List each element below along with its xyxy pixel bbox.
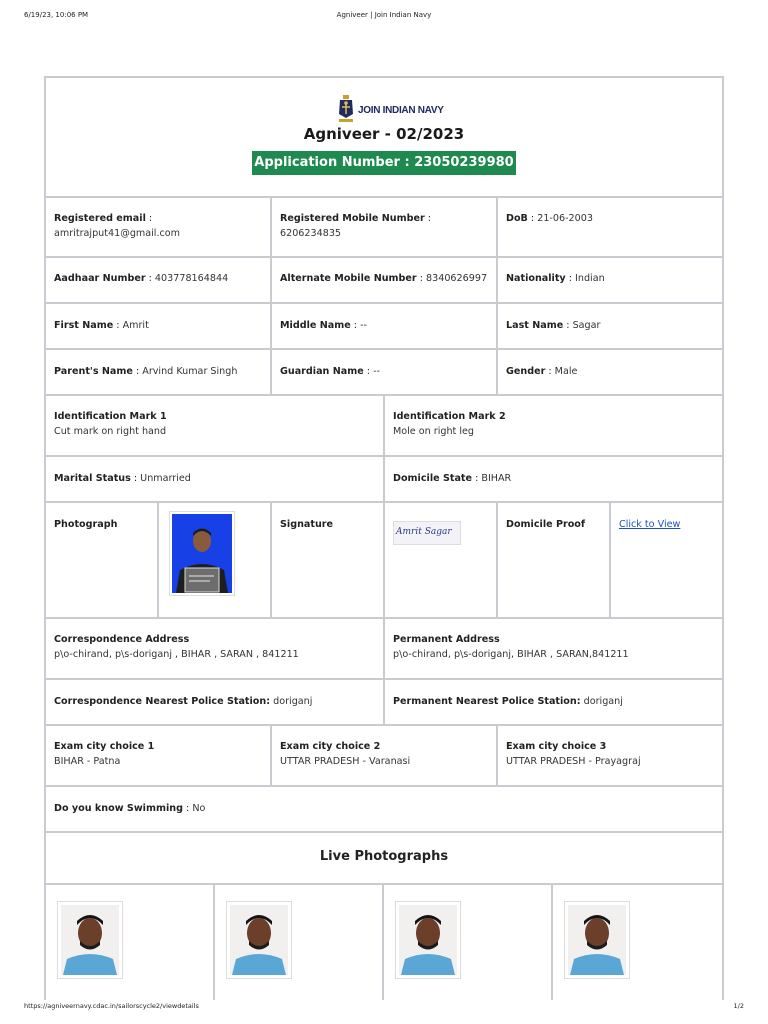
parent-name-cell: Parent's Name : Arvind Kumar Singh xyxy=(46,350,272,394)
id-mark-2-cell xyxy=(385,396,722,455)
police-station-row xyxy=(46,680,722,726)
swimming-label: Do you know Swimming xyxy=(54,803,183,814)
alt-mobile-value: 8340626997 xyxy=(426,273,488,284)
domicile-state-label: Domicile State xyxy=(393,473,473,484)
perm-police-cell xyxy=(385,680,722,724)
perm-police-label: Permanent Nearest Police Station: xyxy=(393,696,581,707)
print-page-number: 1/2 xyxy=(733,1002,744,1010)
dob-label: DoB xyxy=(506,213,528,224)
corr-police-cell xyxy=(46,680,385,724)
application-number-badge xyxy=(252,151,516,175)
details-row xyxy=(46,198,722,258)
live-photographs-heading-row xyxy=(46,833,722,885)
live-photo-cell xyxy=(384,885,553,1000)
mobile-label: Registered Mobile Number xyxy=(280,213,425,224)
application-header xyxy=(46,78,722,198)
live-photographs-heading: Live Photographs xyxy=(319,849,449,864)
perm-address-cell xyxy=(385,619,722,678)
exam-city-3-cell xyxy=(498,726,722,785)
live-photo-3 xyxy=(395,901,461,979)
first-name-label: First Name xyxy=(54,320,114,331)
details-row xyxy=(46,396,722,457)
navy-emblem-icon xyxy=(336,94,356,124)
exam-city-1-value: BIHAR - Patna xyxy=(54,756,121,767)
application-number-value: 23050239980 xyxy=(414,155,514,170)
middle-name-label: Middle Name xyxy=(280,320,351,331)
exam-city-row xyxy=(46,726,722,787)
id-mark-2-value: Mole on right leg xyxy=(393,426,475,437)
perm-address-value: p\o-chirand, p\s-doriganj, BIHAR , SARAN,841211 xyxy=(393,649,629,660)
details-row xyxy=(46,350,722,396)
marital-status-label: Marital Status xyxy=(54,473,131,484)
join-indian-navy-logo xyxy=(336,94,444,126)
live-photo-cell xyxy=(553,885,721,1000)
signature-value: Amrit Sagar xyxy=(396,527,452,537)
exam-city-2-value: UTTAR PRADESH - Varanasi xyxy=(280,756,411,767)
print-page-title: Agniveer | Join Indian Navy xyxy=(336,11,432,19)
print-timestamp: 6/19/23, 10:06 PM xyxy=(24,11,89,19)
swimming-value: No xyxy=(192,803,206,814)
exam-city-2-cell xyxy=(272,726,498,785)
live-portrait-icon xyxy=(230,905,288,975)
marital-status-value: Unmarried xyxy=(140,473,191,484)
print-footer xyxy=(0,1002,768,1014)
photograph-cell xyxy=(159,503,272,617)
email-value: amritrajput41@gmail.com xyxy=(54,228,181,239)
id-mark-1-cell xyxy=(46,396,385,455)
live-photo-2 xyxy=(226,901,292,979)
dob-cell: DoB : 21-06-2003 xyxy=(506,213,593,224)
signature-label: Signature xyxy=(280,519,334,530)
documents-row xyxy=(46,503,722,619)
signature-label-cell xyxy=(272,503,385,617)
guardian-name-cell: Guardian Name : -- xyxy=(272,350,498,394)
dob-value: 21-06-2003 xyxy=(537,213,593,224)
first-name-cell: First Name : Amrit xyxy=(46,304,272,348)
signature-cell xyxy=(385,503,498,617)
last-name-value: Sagar xyxy=(572,320,601,331)
live-photo-1 xyxy=(57,901,123,979)
exam-city-3-value: UTTAR PRADESH - Prayagraj xyxy=(506,756,641,767)
id-mark-1-value: Cut mark on right hand xyxy=(54,426,167,437)
corr-police-label: Correspondence Nearest Police Station: xyxy=(54,696,271,707)
candidate-photograph xyxy=(169,511,235,596)
live-portrait-icon xyxy=(61,905,119,975)
live-portrait-icon xyxy=(568,905,626,975)
domicile-state-value: BIHAR xyxy=(481,473,512,484)
application-sheet xyxy=(44,76,724,1000)
id-mark-1-label: Identification Mark 1 xyxy=(54,411,167,422)
candidate-portrait-icon xyxy=(172,514,232,593)
photograph-label-cell xyxy=(46,503,159,617)
email-label: Registered email xyxy=(54,213,146,224)
mobile-value: 6206234835 xyxy=(280,228,342,239)
alt-mobile-cell: Alternate Mobile Number : 8340626997 xyxy=(272,258,498,302)
parent-name-value: Arvind Kumar Singh xyxy=(142,366,238,377)
parent-name-label: Parent's Name xyxy=(54,366,133,377)
guardian-name-label: Guardian Name xyxy=(280,366,364,377)
nationality-value: Indian xyxy=(575,273,605,284)
id-mark-2-label: Identification Mark 2 xyxy=(393,411,506,422)
corr-police-value: doriganj xyxy=(273,696,313,707)
domicile-proof-view-link[interactable]: Click to View xyxy=(619,519,681,530)
application-number-label: Application Number : xyxy=(254,155,410,170)
print-url: https://agniveernavy.cdac.in/sailorscycle2/viewdetails xyxy=(24,1002,199,1010)
guardian-name-value: -- xyxy=(373,366,380,377)
gender-label: Gender xyxy=(506,366,546,377)
nationality-label: Nationality xyxy=(506,273,566,284)
middle-name-cell: Middle Name : -- xyxy=(272,304,498,348)
live-photo-4 xyxy=(564,901,630,979)
nationality-cell: Nationality : Indian xyxy=(506,273,605,284)
aadhaar-cell: Aadhaar Number : 403778164844 xyxy=(46,258,272,302)
domicile-proof-label: Domicile Proof xyxy=(506,519,586,530)
details-row xyxy=(46,258,722,304)
gender-value: Male xyxy=(554,366,578,377)
exam-city-2-label: Exam city choice 2 xyxy=(280,741,381,752)
details-row xyxy=(46,457,722,503)
live-portrait-icon xyxy=(399,905,457,975)
swimming-cell: Do you know Swimming : No xyxy=(54,803,206,814)
swimming-row xyxy=(46,787,722,833)
photograph-label: Photograph xyxy=(54,519,118,530)
page-title: Agniveer - 02/2023 xyxy=(303,125,465,143)
perm-address-label: Permanent Address xyxy=(393,634,500,645)
alt-mobile-label: Alternate Mobile Number xyxy=(280,273,417,284)
print-header xyxy=(0,11,768,23)
exam-city-3-label: Exam city choice 3 xyxy=(506,741,607,752)
exam-city-1-cell xyxy=(46,726,272,785)
email-cell: Registered email : amritrajput41@gmail.com xyxy=(46,198,272,256)
domicile-proof-label-cell xyxy=(498,503,611,617)
first-name-value: Amrit xyxy=(122,320,149,331)
corr-address-cell xyxy=(46,619,385,678)
exam-city-1-label: Exam city choice 1 xyxy=(54,741,155,752)
marital-status-cell: Marital Status : Unmarried xyxy=(46,457,385,501)
live-photographs-row xyxy=(46,885,722,1000)
corr-address-value: p\o-chirand, p\s-doriganj , BIHAR , SARAN , 841211 xyxy=(54,649,299,660)
last-name-cell: Last Name : Sagar xyxy=(506,320,601,331)
middle-name-value: -- xyxy=(360,320,367,331)
domicile-state-cell: Domicile State : BIHAR xyxy=(393,473,512,484)
aadhaar-value: 403778164844 xyxy=(154,273,229,284)
logo-text: JOIN INDIAN NAVY xyxy=(358,105,444,116)
address-row xyxy=(46,619,722,680)
corr-address-label: Correspondence Address xyxy=(54,634,190,645)
live-photo-cell xyxy=(46,885,215,1000)
domicile-proof-link-cell xyxy=(611,503,722,617)
perm-police-value: doriganj xyxy=(583,696,623,707)
last-name-label: Last Name xyxy=(506,320,564,331)
aadhaar-label: Aadhaar Number xyxy=(54,273,146,284)
gender-cell: Gender : Male xyxy=(506,366,578,377)
mobile-cell: Registered Mobile Number : 6206234835 xyxy=(272,198,498,256)
live-photo-cell xyxy=(215,885,384,1000)
details-row xyxy=(46,304,722,350)
candidate-signature xyxy=(393,521,461,545)
